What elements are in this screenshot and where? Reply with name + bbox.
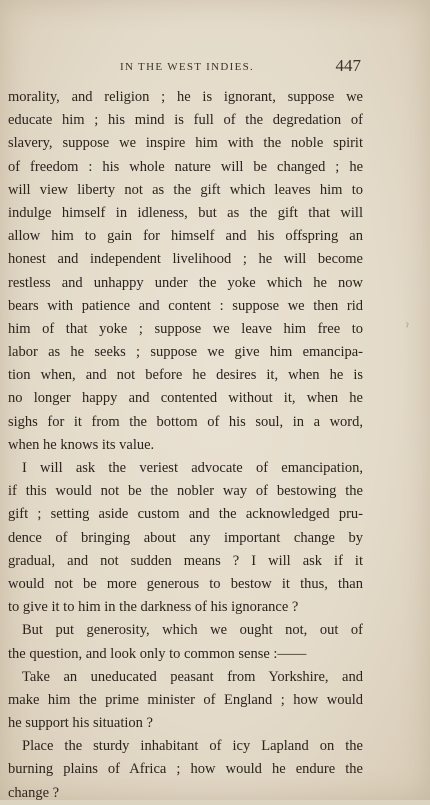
page-header xyxy=(0,56,430,80)
text-line: he support his situation ? xyxy=(8,715,153,732)
text-line: bears with patience and content : suppose we then rid xyxy=(8,297,363,314)
running-head: IN THE WEST INDIES. xyxy=(120,61,255,73)
text-line: indulge himself in idleness, but as the gift that will xyxy=(8,204,363,221)
text-line: if this would not be the nobler way of bestowing the xyxy=(8,483,363,500)
text-line: make him the prime minister of England ; how would xyxy=(8,691,363,708)
page-number: 447 xyxy=(335,56,361,75)
text-line: will view liberty not as the gift which leaves him to xyxy=(8,181,363,198)
text-line: But put generosity, which we ought not, out of xyxy=(22,622,363,639)
text-line: would not be more generous to bestow it thus, than xyxy=(8,575,363,592)
text-line: the question, and look only to common sense :—— xyxy=(8,645,307,662)
text-line: Take an uneducated peasant from Yorkshire, and xyxy=(22,668,363,685)
text-line: restless and unhappy under the yoke which he now xyxy=(8,274,363,291)
text-line: him of that yoke ; suppose we leave him free to xyxy=(8,320,363,337)
text-line: burning plains of Africa ; how would he endure the xyxy=(8,761,363,778)
text-line: tion when, and not before he desires it, when he is xyxy=(8,367,363,384)
text-line: dence of bringing about any important change by xyxy=(8,529,363,546)
text-line: change ? xyxy=(8,784,60,801)
text-line: Place the sturdy inhabitant of icy Lapland on the xyxy=(22,738,363,755)
text-line: slavery, suppose we inspire him with the noble spirit xyxy=(8,135,363,152)
text-line: gift ; setting aside custom and the acknowledged pru- xyxy=(8,506,363,523)
body-text xyxy=(8,86,363,805)
text-line: labor as he seeks ; suppose we give him emancipa- xyxy=(8,344,363,361)
text-line: of freedom : his whole nature will be changed ; he xyxy=(8,158,363,175)
paper-speck: ˀ xyxy=(406,322,409,333)
text-line: morality, and religion ; he is ignorant, suppose we xyxy=(8,89,363,105)
text-line: educate him ; his mind is full of the degredation of xyxy=(8,112,363,129)
text-line: no longer happy and contented without it, when he xyxy=(8,390,363,407)
text-line: sighs for it from the bottom of his soul, in a word, xyxy=(8,413,363,430)
text-line: allow him to gain for himself and his offspring an xyxy=(8,228,363,245)
text-line: honest and independent livelihood ; he will become xyxy=(8,251,363,268)
text-line: I will ask the veriest advocate of emancipation, xyxy=(22,460,363,476)
text-line: to give it to him in the darkness of his ignorance ? xyxy=(8,599,299,616)
text-line: when he knows its value. xyxy=(8,436,155,453)
text-line: gradual, and not sudden means ? I will ask if it xyxy=(8,552,363,569)
